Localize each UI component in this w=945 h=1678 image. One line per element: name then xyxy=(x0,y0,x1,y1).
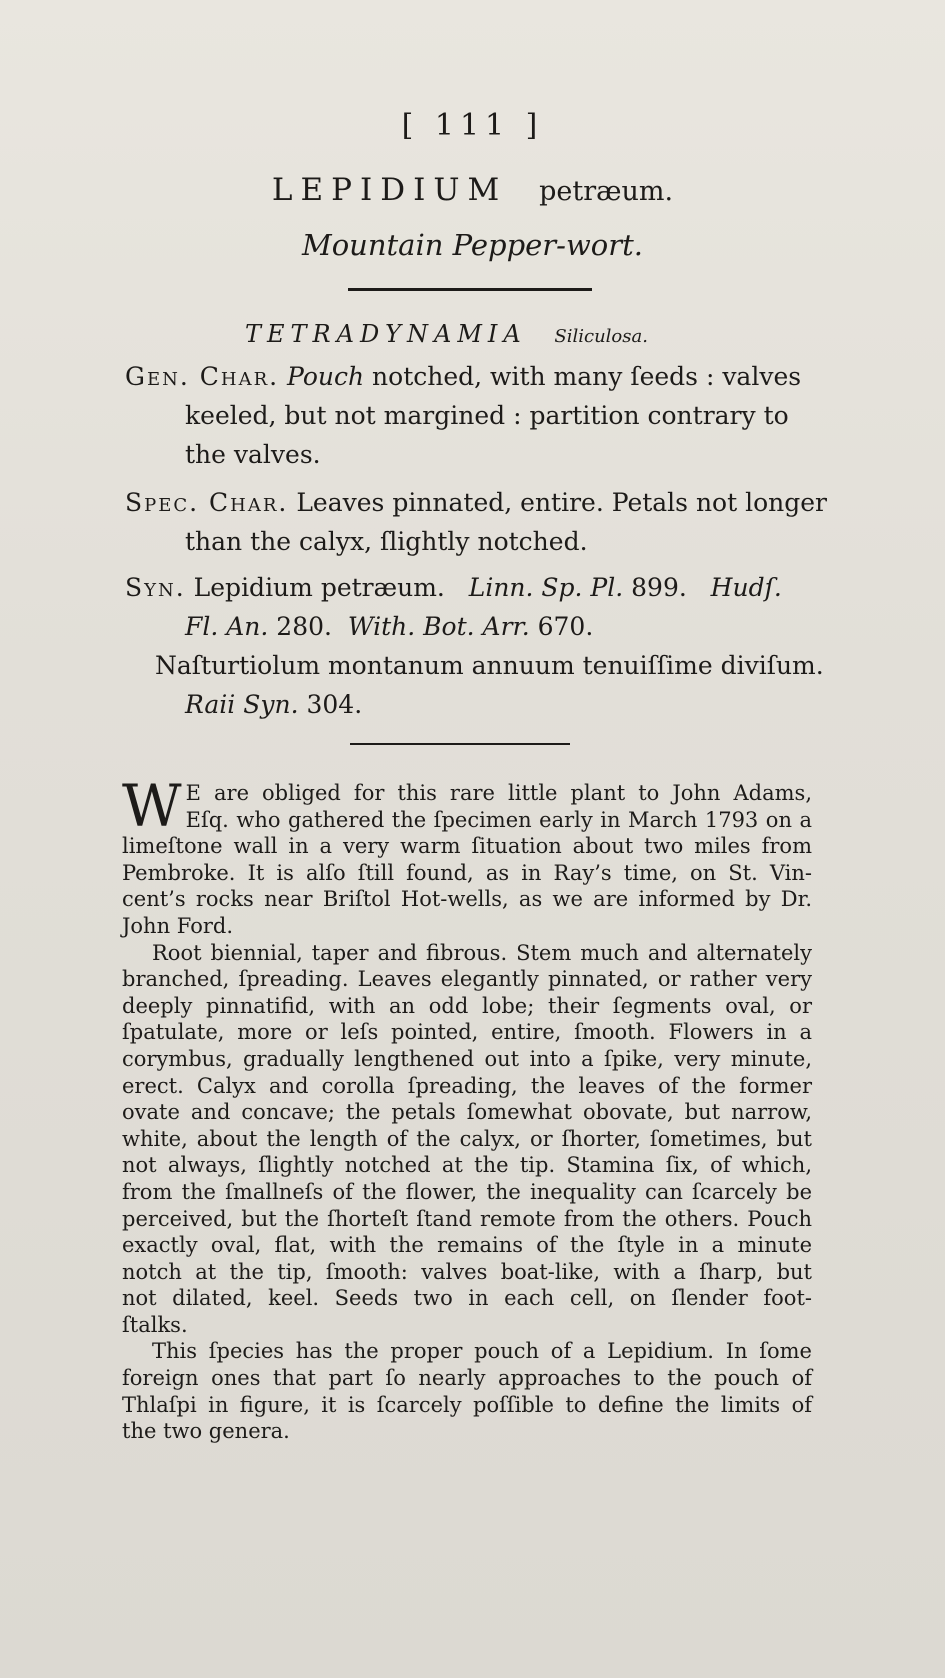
syn-page: 280. xyxy=(268,612,340,641)
text-line: ſpatulate, more or leſs pointed, entire, ſmooth. Flowers in a xyxy=(122,1020,812,1045)
gen-char-term: Pouch xyxy=(287,362,365,391)
gen-char-text: notched, with many ſeeds : valves xyxy=(364,362,802,391)
text-line: white, about the length of the calyx, or ſhorter, ſometimes, but xyxy=(122,1126,812,1151)
syn-name-line: Naſturtiolum montanum annuum tenuiſſime diviſum. xyxy=(155,651,824,680)
text-line: This ſpecies has the proper pouch of a Lepidium. In ſome xyxy=(152,1339,812,1364)
gen-char-line: the valves. xyxy=(185,440,321,469)
divider-rule xyxy=(350,743,570,745)
text-line: ovate and concave; the petals ſomewhat obovate, but narrow, xyxy=(122,1100,812,1125)
text-line: John Ford. xyxy=(122,913,234,938)
syn-ref: Fl. An. xyxy=(185,612,269,641)
genus-name: LEPIDIUM xyxy=(271,172,508,208)
gen-char-label: Gen. Char. xyxy=(125,362,280,391)
spec-char-line: than the calyx, ſlightly notched. xyxy=(185,527,588,556)
text-line: E are obliged for this rare little plant to John Adams, xyxy=(185,781,812,805)
text-line: Pembroke. It is alſo ſtill found, as in Ray’s time, on St. Vin- xyxy=(122,860,812,885)
syn-label: Syn. xyxy=(125,573,186,602)
text-line: notch at the tip, ſmooth: valves boat-like, with a ſharp, but xyxy=(122,1259,812,1284)
order-name: Siliculosa. xyxy=(554,326,648,347)
syn-page: 899. xyxy=(623,573,695,602)
specific-character xyxy=(125,483,835,561)
common-name: Mountain Pepper-wort. xyxy=(302,228,643,262)
text-line: ſtalks. xyxy=(122,1312,188,1337)
title-line xyxy=(0,172,945,208)
text-line: deeply pinnatifid, with an odd lobe; their ſegments oval, or xyxy=(122,993,812,1018)
syn-page: 670. xyxy=(529,612,594,641)
text-line: corymbus, gradually lengthened out into a ſpike, very minute, xyxy=(122,1046,812,1071)
text-line: not always, ſlightly notched at the tip. Stamina ſix, of which, xyxy=(122,1153,812,1178)
text-line: cent’s rocks near Briſtol Hot-wells, as we are informed by Dr. xyxy=(122,887,812,912)
text-line: limeſtone wall in a very warm ſituation about two miles from xyxy=(122,834,812,859)
description-text xyxy=(122,772,812,1445)
spec-char-label: Spec. Char. xyxy=(125,488,289,517)
species-name: petræum. xyxy=(539,176,674,207)
divider-rule xyxy=(348,288,592,291)
text-line: Thlaſpi in figure, it is ſcarcely poſſible to define the limits of xyxy=(122,1392,812,1417)
text-line: exactly oval, flat, with the remains of the ſtyle in a minute xyxy=(122,1233,812,1258)
linnaean-class xyxy=(245,320,648,348)
text-line: the two genera. xyxy=(122,1419,290,1444)
syn-ref: Linn. Sp. Pl. xyxy=(468,573,624,602)
synonymy xyxy=(125,568,835,724)
text-line: branched, ſpreading. Leaves elegantly pinnated, or rather very xyxy=(122,967,812,992)
syn-page: 304. xyxy=(298,690,363,719)
text-line: Eſq. who gathered the ſpecimen early in March 1793 on a xyxy=(185,807,812,832)
text-line: from the ſmallneſs of the flower, the inequality can ſcarcely be xyxy=(122,1179,812,1204)
text-line: foreign ones that part ſo nearly approaches to the pouch of xyxy=(122,1366,812,1391)
syn-name: Lepidium petræum. xyxy=(185,573,445,602)
syn-ref: Hudſ. xyxy=(710,573,782,602)
syn-ref: Raii Syn. xyxy=(185,690,299,719)
drop-cap: W xyxy=(122,772,182,840)
text-line: erect. Calyx and corolla ſpreading, the leaves of the former xyxy=(122,1073,812,1098)
generic-character xyxy=(125,357,835,474)
text-line: Root biennial, taper and fibrous. Stem much and alternately xyxy=(152,940,812,965)
class-name: TETRADYNAMIA xyxy=(245,320,527,348)
syn-ref: With. Bot. Arr. xyxy=(347,612,530,641)
text-line: not dilated, keel. Seeds two in each cell, on ſlender foot- xyxy=(122,1286,812,1311)
gen-char-line: keeled, but not margined : partition contrary to xyxy=(185,401,789,430)
spec-char-text: Leaves pinnated, entire. Petals not longer xyxy=(288,488,827,517)
page-number: [ 111 ] xyxy=(401,108,544,143)
text-line: perceived, but the ſhorteſt ſtand remote from the others. Pouch xyxy=(122,1206,812,1231)
